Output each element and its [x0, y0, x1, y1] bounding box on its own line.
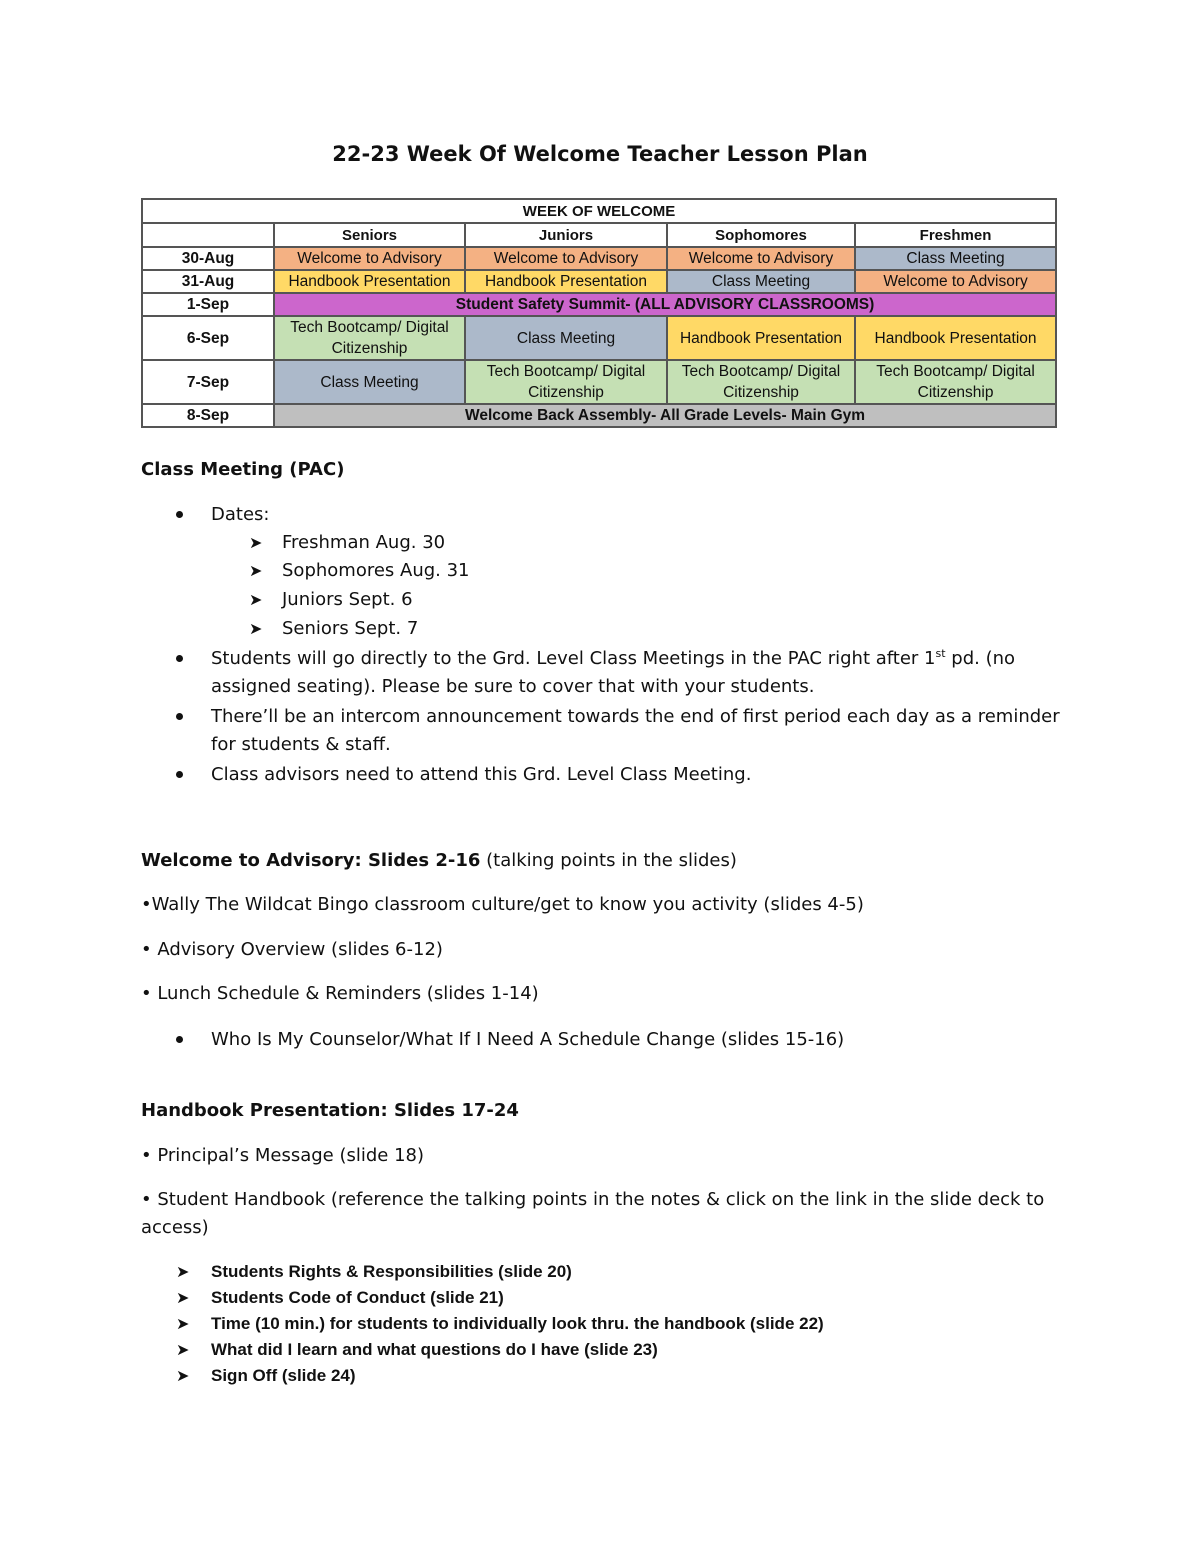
bullet-text: There’ll be an intercom announcement towards the end of first period each day as a reminder	[211, 706, 1060, 727]
advisory-item: • Advisory Overview (slides 6-12)	[141, 939, 443, 960]
date-item: Juniors Sept. 6	[282, 589, 413, 610]
date-item: Sophomores Aug. 31	[282, 560, 470, 581]
handbook-item: • Principal’s Message (slide 18)	[141, 1145, 425, 1166]
handbook-subitem: Students Rights & Responsibilities (slide 20)	[211, 1262, 572, 1281]
bullet-text: Class advisors need to attend this Grd. Level Class Meeting.	[211, 764, 752, 785]
arrow-bullet-icon: ➤	[249, 561, 263, 580]
table-cell: Welcome to Advisory	[465, 247, 667, 270]
heading-bold: Welcome to Advisory: Slides 2-16	[141, 850, 481, 871]
handbook-subitem: What did I learn and what questions do I have (slide 23)	[211, 1340, 658, 1359]
table-cell: Welcome to Advisory	[274, 247, 465, 270]
arrow-bullet-icon: ➤	[249, 619, 263, 638]
advisory-item: Who Is My Counselor/What If I Need A Schedule Change (slides 15-16)	[211, 1029, 845, 1050]
text-part: Students will go directly to the Grd. Level Class Meetings in the PAC right after 1	[211, 648, 936, 669]
row-date: 1-Sep	[142, 293, 274, 316]
arrow-bullet-icon: ➤	[249, 533, 263, 552]
table-cell: Class Meeting	[855, 247, 1056, 270]
table-row	[142, 404, 1056, 427]
table-cell: Tech Bootcamp/ Digital Citizenship	[855, 360, 1056, 404]
handbook-subitem: Students Code of Conduct (slide 21)	[211, 1288, 504, 1307]
col-header-juniors: Juniors	[465, 223, 667, 247]
table-row	[142, 316, 1056, 360]
advisory-heading	[141, 847, 737, 875]
table-cell: Handbook Presentation	[667, 316, 855, 360]
arrow-bullet-icon: ➤	[176, 1288, 190, 1307]
arrow-bullet-icon: ➤	[176, 1366, 190, 1385]
handbook-subitem: Sign Off (slide 24)	[211, 1366, 356, 1385]
corner-cell	[142, 223, 274, 247]
date-item: Freshman Aug. 30	[282, 532, 446, 553]
superscript: st	[935, 647, 946, 660]
bullet-text-cont: assigned seating). Please be sure to cover that with your students.	[211, 676, 815, 697]
table-row	[142, 360, 1056, 404]
bullet-dot	[176, 771, 183, 778]
handbook-item: • Student Handbook (reference the talking points in the notes & click on the link in the slide deck to	[141, 1189, 1045, 1210]
row-date: 6-Sep	[142, 316, 274, 360]
dates-label: Dates:	[211, 504, 270, 525]
row-date: 8-Sep	[142, 404, 274, 427]
handbook-subitem: Time (10 min.) for students to individually look thru. the handbook (slide 22)	[211, 1314, 824, 1333]
safety-summit-cell: Student Safety Summit- (ALL ADVISORY CLASSROOMS)	[274, 293, 1056, 316]
col-header-freshmen: Freshmen	[855, 223, 1056, 247]
handbook-heading: Handbook Presentation: Slides 17-24	[141, 1100, 519, 1121]
table-cell: Class Meeting	[274, 360, 465, 404]
bullet-dot	[176, 1036, 183, 1043]
page-title: 22-23 Week Of Welcome Teacher Lesson Plan	[332, 142, 868, 166]
handbook-item-cont: access)	[141, 1217, 209, 1238]
table-cell: Handbook Presentation	[855, 316, 1056, 360]
bullet-dot	[176, 713, 183, 720]
arrow-bullet-icon: ➤	[249, 590, 263, 609]
table-cell: Handbook Presentation	[274, 270, 465, 293]
advisory-item: •Wally The Wildcat Bingo classroom culture/get to know you activity (slides 4-5)	[141, 894, 864, 915]
text-part: pd. (no	[945, 648, 1016, 669]
bullet-text	[211, 644, 1015, 673]
class-meeting-heading: Class Meeting (PAC)	[141, 459, 345, 480]
bullet-text-cont: for students & staff.	[211, 734, 391, 755]
table-cell: Welcome to Advisory	[855, 270, 1056, 293]
table-cell: Class Meeting	[667, 270, 855, 293]
table-caption: WEEK OF WELCOME	[142, 199, 1056, 223]
table-cell: Handbook Presentation	[465, 270, 667, 293]
bullet-dot	[176, 511, 183, 518]
table-row	[142, 247, 1056, 270]
arrow-bullet-icon: ➤	[176, 1340, 190, 1359]
heading-rest: (talking points in the slides)	[480, 850, 737, 871]
arrow-bullet-icon: ➤	[176, 1262, 190, 1281]
col-header-seniors: Seniors	[274, 223, 465, 247]
row-date: 31-Aug	[142, 270, 274, 293]
bullet-dot	[176, 655, 183, 662]
table-row	[142, 270, 1056, 293]
table-cell: Welcome to Advisory	[667, 247, 855, 270]
advisory-item: • Lunch Schedule & Reminders (slides 1-14)	[141, 983, 539, 1004]
table-cell: Tech Bootcamp/ Digital Citizenship	[667, 360, 855, 404]
week-of-welcome-table	[141, 198, 1057, 428]
assembly-cell: Welcome Back Assembly- All Grade Levels- Main Gym	[274, 404, 1056, 427]
date-item: Seniors Sept. 7	[282, 618, 419, 639]
table-row	[142, 293, 1056, 316]
table-cell: Class Meeting	[465, 316, 667, 360]
table-cell: Tech Bootcamp/ Digital Citizenship	[274, 316, 465, 360]
col-header-sophomores: Sophomores	[667, 223, 855, 247]
table-cell: Tech Bootcamp/ Digital Citizenship	[465, 360, 667, 404]
row-date: 30-Aug	[142, 247, 274, 270]
arrow-bullet-icon: ➤	[176, 1314, 190, 1333]
row-date: 7-Sep	[142, 360, 274, 404]
